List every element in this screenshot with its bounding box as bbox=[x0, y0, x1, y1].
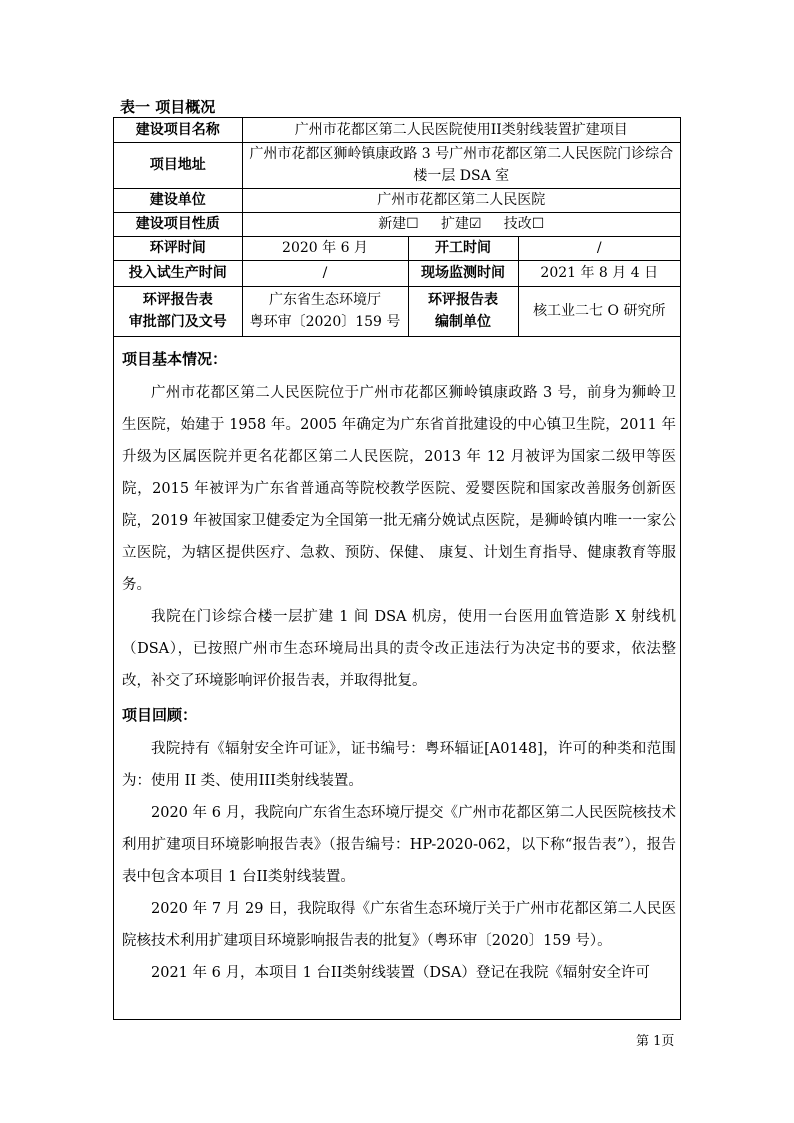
table-row bbox=[114, 118, 680, 142]
approval-doc-number: 粤环审〔2020〕159 号 bbox=[249, 314, 401, 330]
start-time-label: 开工时间 bbox=[408, 236, 518, 260]
start-time-value: / bbox=[518, 236, 680, 260]
approval-dept-label-line1: 环评报告表 bbox=[142, 292, 213, 308]
construction-unit-label: 建设单位 bbox=[114, 188, 242, 212]
approval-dept-value-line1: 广东省生态环境厅 bbox=[269, 292, 381, 308]
compile-unit-label-line2: 编制单位 bbox=[435, 314, 491, 330]
monitoring-time-label: 现场监测时间 bbox=[408, 260, 518, 286]
project-overview-frame bbox=[113, 117, 681, 1020]
table-row bbox=[114, 142, 680, 188]
eia-time-label: 环评时间 bbox=[114, 236, 242, 260]
review-paragraph: 2021 年 6 月，本项目 1 台II类射线装置（DSA）登记在我院《辐射安全许可 bbox=[151, 964, 650, 981]
basic-info-paragraph: 广州市花都区第二人民医院位于广州市花都区狮岭镇康政路 3 号，前身为狮岭卫生医院，始建于 1958 年。2005 年确定为广东省首批建设的中心镇卫生院，2011 年升级为区属医院并更名花都区第二人民医院，2013 年 12 月被评为国家二级甲等医院，2015 年被评为广东省普通高等院校教学医院、爱婴医院和国家改善服务创新医院，2019 年被国家卫健委定为全国第一批无痛分娩试点医院，是狮岭镇内唯一一家公立医院，为辖区提供医疗、急救、预防、保健、 康复、计划生育指导、健康教育等服务。 bbox=[122, 384, 676, 593]
trial-production-label: 投入试生产时间 bbox=[114, 260, 242, 286]
approval-dept-value bbox=[242, 286, 408, 336]
compile-unit-value: 核工业二七 O 研究所 bbox=[518, 286, 680, 336]
table-row bbox=[114, 286, 680, 336]
table-row bbox=[114, 236, 680, 260]
review-paragraph: 2020 年 6 月，我院向广东省生态环境厅提交《广州市花都区第二人民医院核技术利用扩建项目环境影响报告表》（报告编号：HP-2020-062，以下称“报告表”），报告表中包含本项目 1 台II类射线装置。 bbox=[122, 804, 676, 885]
table-caption: 表一 项目概况 bbox=[120, 98, 216, 116]
monitoring-time-value: 2021 年 8 月 4 日 bbox=[518, 260, 680, 286]
compile-unit-label bbox=[408, 286, 518, 336]
table-row bbox=[114, 188, 680, 212]
project-name-value: 广州市花都区第二人民医院使用II类射线装置扩建项目 bbox=[242, 118, 680, 142]
project-info-table bbox=[114, 118, 680, 337]
review-paragraph: 2020 年 7 月 29 日，我院取得《广东省生态环境厅关于广州市花都区第二人民医院核技术利用扩建项目环境影响报告表的批复》（粤环审〔2020〕159 号）。 bbox=[122, 900, 676, 949]
trial-production-value: / bbox=[242, 260, 408, 286]
project-nature-value: 新建☐ 扩建☑ 技改☐ bbox=[242, 212, 680, 236]
page-number: 第 1页 bbox=[636, 1034, 675, 1049]
approval-dept-label-line2: 审批部门及文号 bbox=[128, 314, 227, 330]
review-paragraph: 我院持有《辐射安全许可证》，证书编号：粤环辐证[A0148]，许可的种类和范围为：使用 II 类、使用III类射线装置。 bbox=[122, 740, 676, 789]
table-row bbox=[114, 212, 680, 236]
project-nature-label: 建设项目性质 bbox=[114, 212, 242, 236]
basic-info-heading: 项目基本情况： bbox=[122, 349, 228, 368]
project-name-label: 建设项目名称 bbox=[114, 118, 242, 142]
basic-info-paragraph: 我院在门诊综合楼一层扩建 1 间 DSA 机房，使用一台医用血管造影 X 射线机（DSA），已按照广州市生态环境局出具的责令改正违法行为决定书的要求，依法整改，补交了环境影响评价报告表，并取得批复。 bbox=[122, 608, 676, 689]
compile-unit-label-line1: 环评报告表 bbox=[428, 292, 498, 308]
construction-unit-value: 广州市花都区第二人民医院 bbox=[242, 188, 680, 212]
project-review-heading: 项目回顾： bbox=[122, 705, 198, 724]
eia-time-value: 2020 年 6 月 bbox=[242, 236, 408, 260]
table-row bbox=[114, 260, 680, 286]
approval-dept-label bbox=[114, 286, 242, 336]
project-description bbox=[114, 337, 680, 989]
project-address-label: 项目地址 bbox=[114, 142, 242, 188]
project-address-value: 广州市花都区狮岭镇康政路 3 号广州市花都区第二人民医院门诊综合楼一层 DSA 室 bbox=[242, 142, 680, 188]
